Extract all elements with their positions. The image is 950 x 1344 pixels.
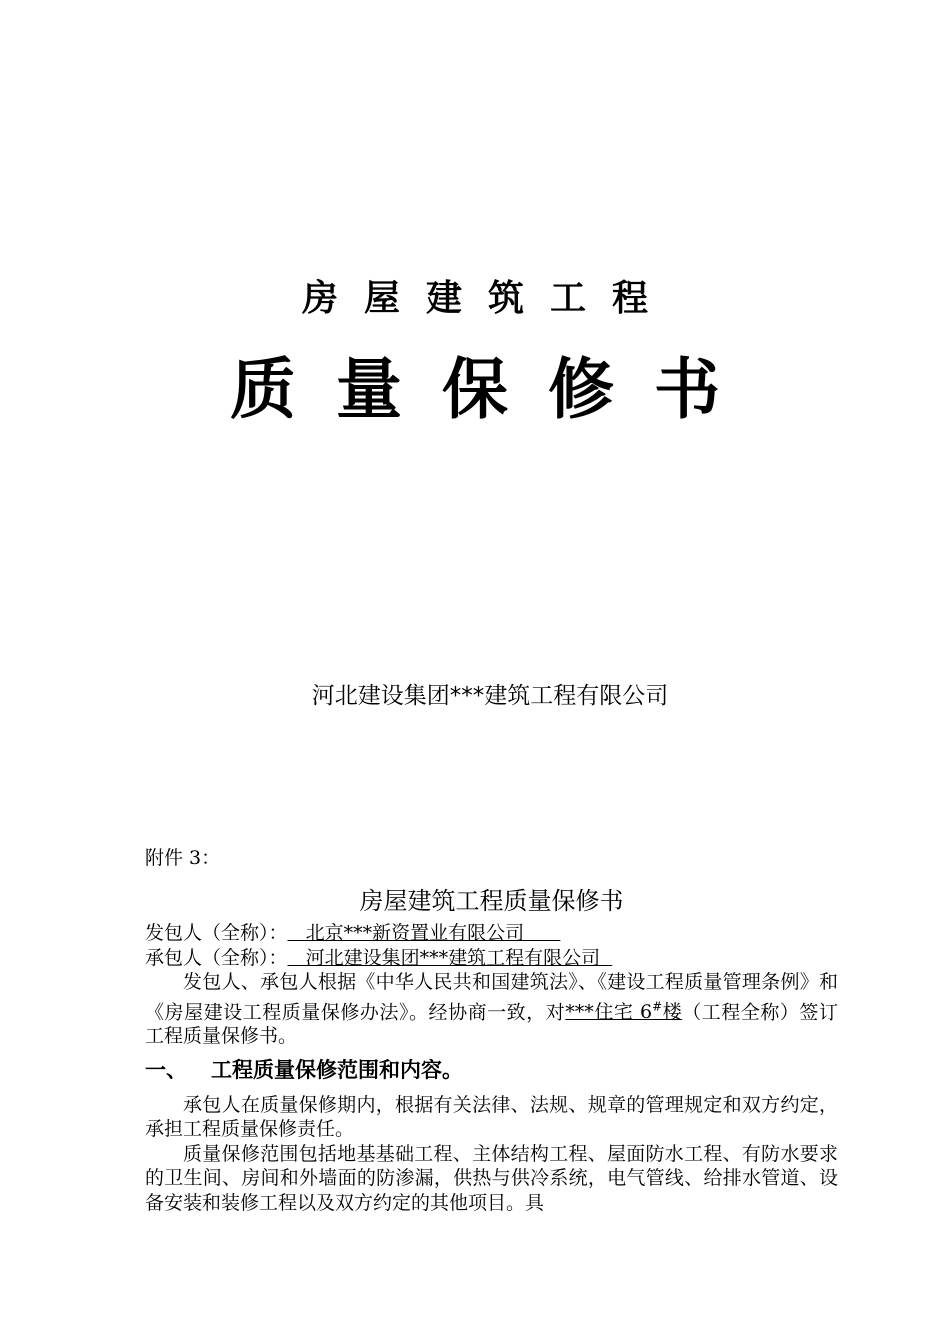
intro-paragraph <box>145 970 838 1049</box>
contractor-label: 承包人（全称）： <box>145 946 288 969</box>
project-name-part-b: 楼 <box>662 1000 683 1023</box>
section-1-heading <box>145 1055 838 1085</box>
cover-company-name: 河北建设集团***建筑工程有限公司 <box>311 683 669 709</box>
employer-name: 北京***新资置业有限公司 <box>287 922 561 944</box>
project-name-sup: # <box>652 999 663 1014</box>
paragraph-1: 承包人在质量保修期内，根据有关法律、法规、规章的管理规定和双方约定，承担工程质量保修责任。 <box>145 1093 838 1141</box>
cover-title-line1: 房屋建筑工程 <box>301 278 674 319</box>
section-1-number: 一、 <box>145 1057 187 1082</box>
project-name <box>565 1001 682 1023</box>
project-name-part-a: ***住宅 6 <box>565 1000 653 1023</box>
contractor-line <box>145 946 838 971</box>
contractor-name: 河北建设集团***建筑工程有限公司 <box>287 946 613 969</box>
intro-text: 发包人、承包人根据《中华人民共和国建筑法》、《建设工程质量管理条例》和《房屋建设工程质量保修办法》。经协商一致，对 <box>145 971 838 1023</box>
intro-text-end: （工程全称）签订工程质量保修书。 <box>145 1000 838 1048</box>
document-title: 房屋建筑工程质量保修书 <box>359 887 624 915</box>
employer-line <box>145 921 838 946</box>
cover-title-line2: 质量保修书 <box>230 351 760 428</box>
attachment-label: 附件 3： <box>145 847 221 869</box>
document-body <box>145 845 838 1215</box>
section-1-title: 工程质量保修范围和内容。 <box>211 1057 463 1082</box>
employer-label: 发包人（全称）： <box>145 922 288 944</box>
paragraph-2: 质量保修范围包括地基基础工程、主体结构工程、屋面防水工程、有防水要求的卫生间、房间和外墙面的防渗漏，供热与供冷系统，电气管线、给排水管道、设备安装和装修工程以及双方约定的其他项目。具 <box>145 1142 838 1214</box>
